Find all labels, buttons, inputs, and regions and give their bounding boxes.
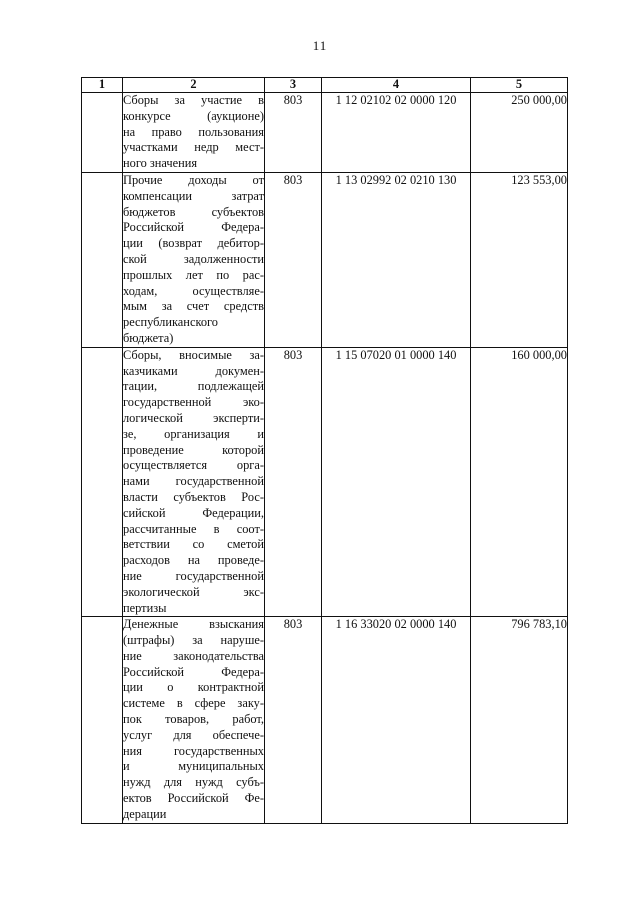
revenue-name-line: ния государственных (123, 743, 264, 758)
admin-code-cell: 803 (265, 172, 322, 347)
revenue-name-line: ветствии со сметой (123, 537, 264, 552)
revenue-name-line: ции о контрактной (123, 680, 264, 695)
revenue-name-line: ции (возврат дебитор- (123, 236, 264, 251)
column-header-5: 5 (471, 78, 568, 93)
revenue-name-line: системе в сфере заку- (123, 696, 264, 711)
revenue-table (81, 77, 568, 824)
revenue-name-line: зе, организация и (123, 426, 264, 441)
table-body (82, 93, 568, 824)
revenue-name-line: осуществляется орга- (123, 458, 264, 473)
revenue-name-line: Сборы, вносимые за- (123, 347, 264, 362)
column-header-1: 1 (82, 78, 123, 93)
revenue-name-cell (123, 93, 265, 173)
admin-code-cell: 803 (265, 347, 322, 617)
revenue-name-line: Сборы за участие в (123, 93, 264, 107)
revenue-name-line: ние государственной (123, 568, 264, 583)
amount-cell: 123 553,00 (471, 172, 568, 347)
page-number: 11 (312, 38, 328, 53)
revenue-name-line: бюджета) (123, 330, 174, 345)
revenue-name-line: пок товаров, работ, (123, 712, 264, 727)
row-number-cell (82, 172, 123, 347)
column-header-4: 4 (322, 78, 471, 93)
row-number-cell (82, 617, 123, 823)
revenue-name-line: государственной эко- (123, 395, 264, 410)
budget-classification-code-cell: 1 16 33020 02 0000 140 (322, 617, 471, 823)
column-header-3: 3 (265, 78, 322, 93)
admin-code-cell: 803 (265, 93, 322, 173)
revenue-name-line: казчиками докумен- (123, 363, 264, 378)
table-header-row (82, 78, 568, 93)
revenue-name-line: ние законодательства (123, 648, 264, 663)
revenue-name-line: сийской Федерации, (123, 505, 264, 520)
revenue-name-line: компенсации затрат (123, 188, 264, 203)
revenue-name-line: власти субъектов Рос- (123, 489, 264, 504)
budget-classification-code-cell: 1 12 02102 02 0000 120 (322, 93, 471, 173)
table-row (82, 93, 568, 173)
revenue-name-line: нами государственной (123, 474, 264, 489)
revenue-name-line: Прочие доходы от (123, 172, 264, 187)
revenue-name-cell (123, 617, 265, 823)
table-row (82, 347, 568, 617)
revenue-name-line: ного значения (123, 156, 198, 171)
revenue-name-line: тации, подлежащей (123, 379, 264, 394)
revenue-name-line: Российской Федера- (123, 220, 264, 235)
revenue-name-line: рассчитанные в соот- (123, 521, 264, 536)
revenue-name-cell (123, 172, 265, 347)
revenue-name-line: ходам, осуществляе- (123, 283, 264, 298)
table-row (82, 172, 568, 347)
revenue-name-line: и муниципальных (123, 759, 264, 774)
revenue-name-line: республиканского (123, 315, 218, 330)
revenue-name-line: услуг для обеспече- (123, 727, 264, 742)
budget-classification-code-cell: 1 15 07020 01 0000 140 (322, 347, 471, 617)
revenue-name-line: ской задолженности (123, 251, 264, 266)
revenue-name-line: Денежные взыскания (123, 617, 264, 632)
revenue-name-line: расходов на проведе- (123, 553, 264, 568)
admin-code-cell: 803 (265, 617, 322, 823)
revenue-name-line: бюджетов субъектов (123, 204, 264, 219)
budget-classification-code-cell: 1 13 02992 02 0210 130 (322, 172, 471, 347)
revenue-name-line: прошлых лет по рас- (123, 267, 264, 282)
row-number-cell (82, 347, 123, 617)
revenue-name-line: пертизы (123, 600, 167, 615)
revenue-name-line: логической эксперти- (123, 410, 264, 425)
revenue-name-line: ектов Российской Фе- (123, 791, 264, 806)
revenue-name-line: участками недр мест- (123, 140, 264, 155)
revenue-name-line: на право пользования (123, 124, 264, 139)
revenue-name-line: мым за счет средств (123, 299, 264, 314)
revenue-name-line: дерации (123, 806, 167, 821)
revenue-name-line: экологической экс- (123, 584, 264, 599)
amount-cell: 160 000,00 (471, 347, 568, 617)
revenue-name-cell (123, 347, 265, 617)
amount-cell: 250 000,00 (471, 93, 568, 173)
revenue-name-line: (штрафы) за наруше- (123, 633, 264, 648)
revenue-name-line: нужд для нужд субъ- (123, 775, 264, 790)
revenue-name-line: проведение которой (123, 442, 264, 457)
column-header-2: 2 (123, 78, 265, 93)
table-row (82, 617, 568, 823)
amount-cell: 796 783,10 (471, 617, 568, 823)
revenue-name-line: конкурсе (аукционе) (123, 108, 264, 123)
row-number-cell (82, 93, 123, 173)
revenue-name-line: Российской Федера- (123, 664, 264, 679)
